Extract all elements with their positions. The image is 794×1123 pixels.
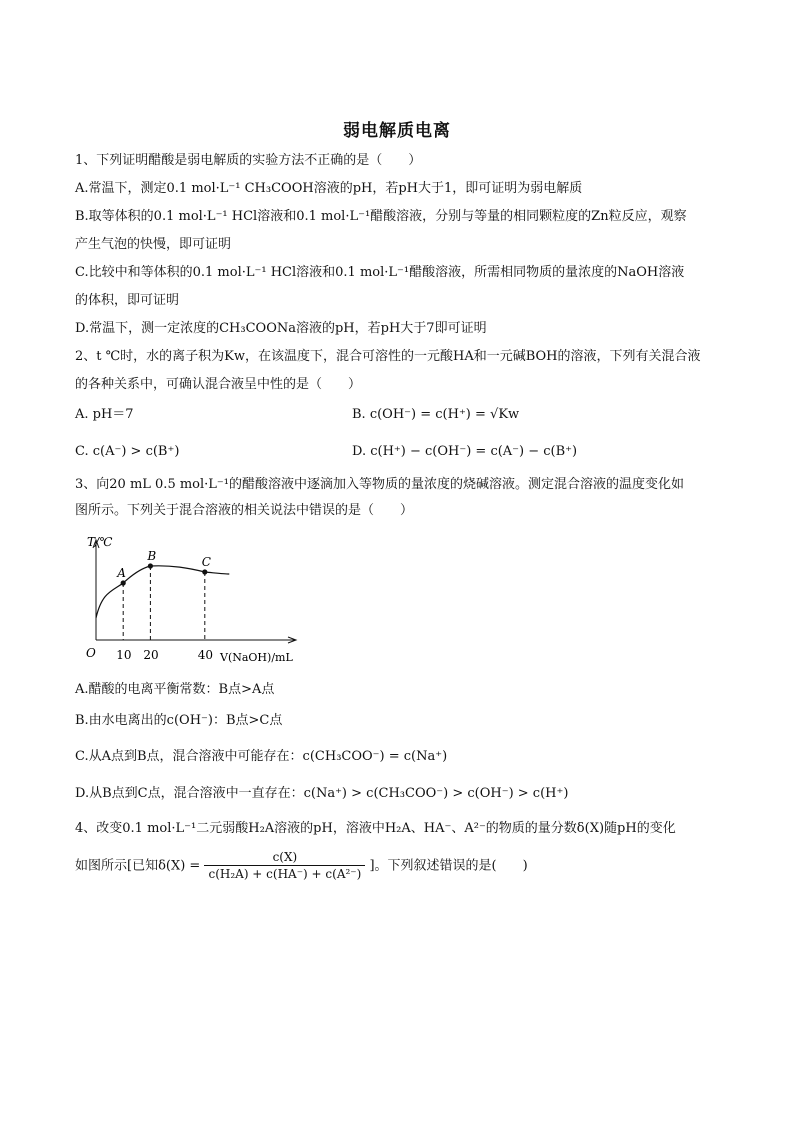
q2-option-a: A. pH＝7 [75,407,134,422]
q2-stem-line1: 2、t ℃时，水的离子积为Kw，在该温度下，混合可溶性的一元酸HA和一元碱BOH的溶液，下列有关混合液 [75,349,701,364]
y-axis-label: T/℃ [87,535,113,549]
q3-stem-line1: 3、向20 mL 0.5 mol·L⁻¹的醋酸溶液中逐滴加入等物质的量浓度的烧碱溶液。测定混合溶液的温度变化如 [75,477,684,492]
q1-option-c-line1: C.比较中和等体积的0.1 mol·L⁻¹ HCl溶液和0.1 mol·L⁻¹醋酸溶液，所需相同物质的量浓度的NaOH溶液 [75,265,685,280]
q3-option-a: A.醋酸的电离平衡常数：B点>A点 [75,682,275,697]
q4-stem-suffix: ]。下列叙述错误的是( ) [369,858,528,874]
x-tick-label: 40 [197,648,214,662]
point-c [202,569,207,574]
x-tick-label: 20 [143,648,159,662]
q3-option-b: B.由水电离出的c(OH⁻)：B点>C点 [75,713,283,728]
point-a [121,580,126,585]
q1-option-b-line2: 产生气泡的快慢，即可证明 [75,237,232,252]
q2-option-c: C. c(A⁻) > c(B⁺) [75,444,180,459]
q1-option-a: A.常温下，测定0.1 mol·L⁻¹ CH₃COOH溶液的pH，若pH大于1，即可证明为弱电解质 [75,181,583,196]
x-tick-label: 10 [116,648,132,662]
q3-option-c: C.从A点到B点，混合溶液中可能存在：c(CH₃COO⁻) = c(Na⁺) [75,749,448,764]
q1-option-c-line2: 的体积，即可证明 [75,293,180,308]
q3-stem-line2: 图所示。下列关于混合溶液的相关说法中错误的是（ ） [75,503,414,518]
origin-label: O [86,646,96,660]
q1-option-b-line1: B.取等体积的0.1 mol·L⁻¹ HCl溶液和0.1 mol·L⁻¹醋酸溶液，分别与等量的相同颗粒度的Zn粒反应，观察 [75,209,687,224]
temperature-curve [96,566,229,618]
page-title: 弱电解质电离 [343,121,451,141]
x-axis-label: V(NaOH)/mL [220,651,293,664]
delta-formula-fraction [204,850,365,882]
fraction-denominator: c(H₂A) + c(HA⁻) + c(A²⁻) [208,867,362,881]
q2-option-d: D. c(H⁺) − c(OH⁻) = c(A⁻) − c(B⁺) [352,444,578,459]
q1-stem: 1、下列证明醋酸是弱电解质的实验方法不正确的是（ ） [75,153,422,168]
point-b [148,563,153,568]
temperature-chart [80,530,310,672]
q1-option-d: D.常温下，测一定浓度的CH₃COONa溶液的pH，若pH大于7即可证明 [75,321,487,336]
q2-stem-line2: 的各种关系中，可确认混合液呈中性的是（ ） [75,377,362,392]
q2-option-b: B. c(OH⁻) = c(H⁺) = √Kw [352,407,520,422]
point-label-c: C [201,555,211,569]
point-label-b: B [147,549,157,563]
q4-stem-line2 [75,850,528,883]
q4-stem-line1: 4、改变0.1 mol·L⁻¹二元弱酸H₂A溶液的pH，溶液中H₂A、HA⁻、A²⁻的物质的量分数δ(X)随pH的变化 [75,821,676,836]
fraction-numerator: c(X) [204,850,365,866]
q4-stem-prefix: 如图所示[已知δ(X) = [75,858,201,874]
q3-option-d: D.从B点到C点，混合溶液中一直存在：c(Na⁺) > c(CH₃COO⁻) > c(OH⁻) > c(H⁺) [75,786,569,801]
point-label-a: A [117,566,126,580]
